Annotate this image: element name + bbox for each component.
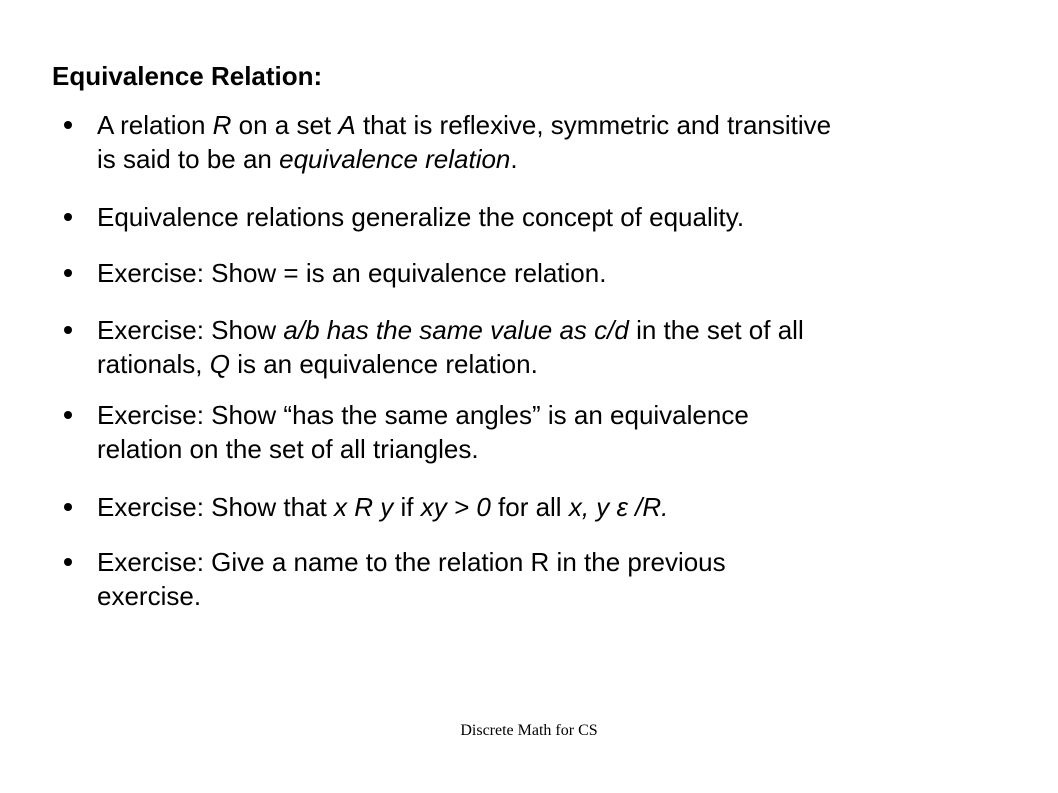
bullet-line: [97, 545, 1017, 579]
bullet-text: [97, 398, 1017, 466]
bullet-dot-icon: [64, 558, 72, 566]
bullet-text: [97, 108, 1017, 176]
bullet-line: [97, 200, 1017, 234]
text-run: Exercise: Show “has the same angles” is an equivalence: [97, 400, 749, 430]
text-run: Exercise: Show = is an equivalence relation.: [97, 258, 607, 288]
italic-text: equivalence relation: [279, 144, 511, 174]
bullet-dot-icon: [64, 503, 72, 511]
bullet-line: [97, 313, 1017, 347]
text-run: in the set of all: [628, 315, 804, 345]
text-run: rationals,: [97, 349, 210, 379]
text-run: A relation: [97, 110, 213, 140]
text-run: exercise.: [97, 581, 202, 611]
italic-text: xy > 0: [420, 492, 491, 522]
bullet-dot-icon: [64, 411, 72, 419]
text-run: on a set: [231, 110, 339, 140]
text-run: relation on the set of all triangles.: [97, 434, 479, 464]
text-run: is said to be an: [97, 144, 280, 174]
italic-text: a/b has the same value as c/d: [283, 315, 629, 345]
bullet-text: [97, 256, 1017, 290]
bullet-line: [97, 347, 1017, 381]
bullet-text: [97, 490, 1017, 524]
bullet-text: [97, 545, 1017, 613]
bullet-line: [97, 490, 1017, 524]
italic-text: R: [212, 110, 232, 140]
text-run: Exercise: Give a name to the relation R in the previous: [97, 547, 726, 577]
italic-text: A: [338, 110, 356, 140]
text-run: if: [393, 492, 421, 522]
text-run: is an equivalence relation.: [229, 349, 538, 379]
slide-title: Equivalence Relation:: [52, 61, 323, 91]
slide-footer: Discrete Math for CS: [460, 722, 598, 739]
text-run: Exercise: Show: [97, 315, 284, 345]
text-run: that is reflexive, symmetric and transitive: [355, 110, 832, 140]
bullet-dot-icon: [64, 269, 72, 277]
italic-text: x R y: [334, 492, 394, 522]
bullet-text: [97, 200, 1017, 234]
text-run: .: [510, 144, 518, 174]
bullet-text: [97, 313, 1017, 381]
bullet-dot-icon: [64, 121, 72, 129]
bullet-line: [97, 579, 1017, 613]
text-run: Exercise: Show that: [97, 492, 334, 522]
italic-text: /R.: [635, 492, 669, 522]
bullet-line: [97, 432, 1017, 466]
bullet-line: [97, 108, 1017, 142]
bullet-line: [97, 398, 1017, 432]
bullet-line: [97, 142, 1017, 176]
bullet-line: [97, 256, 1017, 290]
bullet-dot-icon: [64, 326, 72, 334]
text-run: Equivalence relations generalize the concept of equality.: [97, 202, 745, 232]
italic-text: x, y ε: [568, 492, 636, 522]
italic-text: Q: [209, 349, 230, 379]
text-run: for all: [490, 492, 569, 522]
bullet-dot-icon: [64, 213, 72, 221]
